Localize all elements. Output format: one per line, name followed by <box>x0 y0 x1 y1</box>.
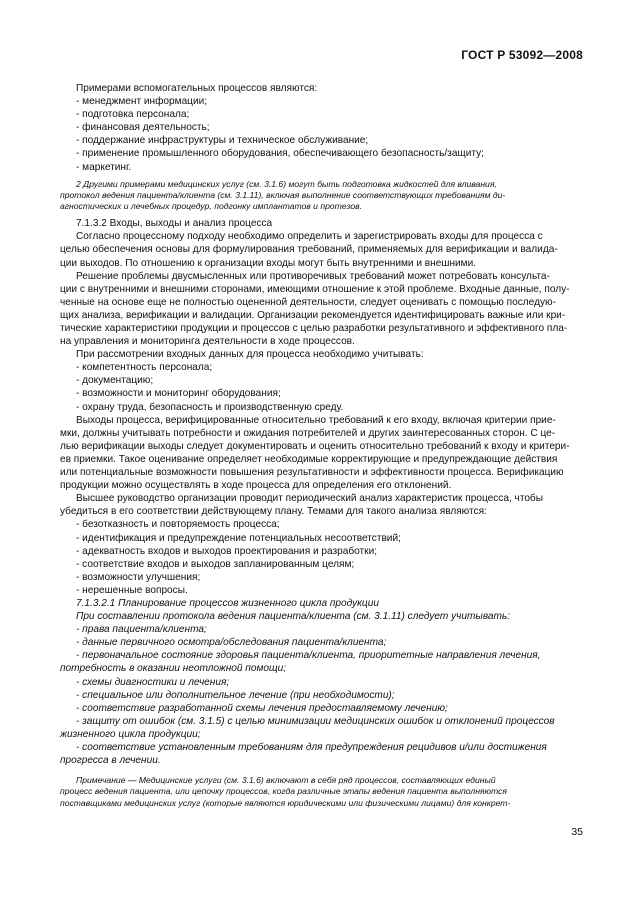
text-line: - идентификация и предупреждение потенциальных несоответствий; <box>76 532 401 544</box>
text-line: жизненного цикла продукции; <box>60 728 201 740</box>
text-line: Примечание — Медицинские услуги (см. 3.1.6) включают в себя ряд процессов, составляющих единый <box>76 775 496 786</box>
text-line: - специальное или дополнительное лечение (при необходимости); <box>76 689 395 701</box>
text-line: потребность в оказании неотложной помощи; <box>60 663 287 675</box>
text-line: - возможности улучшения; <box>76 571 201 583</box>
text-line: или потенциальные возможности повышения результативности и эффективности процесса. Верификацию <box>60 467 564 479</box>
text-line: процесс ведения пациента, или цепочку процессов, когда различные этапы ведения пациента выполняются <box>60 786 507 797</box>
text-line: на управления и мониторинга деятельности в ходе процессов. <box>60 336 355 348</box>
text-line: При рассмотрении входных данных для процесса необходимо учитывать: <box>76 349 424 361</box>
text-line: Примерами вспомогательных процессов являются: <box>76 83 318 94</box>
text-line: - схемы диагностики и лечения; <box>76 676 230 688</box>
text-line: - безотказность и повторяемость процесса; <box>76 519 280 531</box>
text-line: - охрану труда, безопасность и производственную среду. <box>76 401 344 413</box>
text-line: поставщиками медицинских услуг (которые являются юридическими или физическими лицами) для конкрет- <box>60 797 511 808</box>
text-line: лью верификации выходы следует документировать и оценить относительно требований к входу и критери- <box>60 440 570 452</box>
text-line: 7.1.3.2.1 Планирование процессов жизненного цикла продукции <box>76 597 379 609</box>
text-line: 2 Другими примерами медицинских услуг (см. 3.1.6) могут быть подготовка жидкостей для вливания, <box>76 178 497 189</box>
spacer <box>60 767 582 775</box>
text-line: Выходы процесса, верифицированные относительно требований к его входу, включая критерии прие- <box>76 414 556 426</box>
text-line: убедиться в его соответствии действующему плану. Темами для такого анализа являются: <box>60 506 487 518</box>
text-line: - защиту от ошибок (см. 3.1.5) с целью минимизации медицинских ошибок и отклонений процессов <box>76 715 555 727</box>
text-line: Решение проблемы двусмысленных или противоречивых требований может потребовать консульта- <box>76 270 550 282</box>
text-line: - возможности и мониторинг оборудования; <box>76 388 281 400</box>
text-line: ции с внутренними и внешними сторонами, имеющими отношение к этой проблеме. Входные данные, полу- <box>60 283 570 295</box>
text-line: ции выходов. По отношению к организации входы могут быть внутренними и внешними. <box>60 257 477 269</box>
text-line: ченные на основе еще не полностью оцененной деятельности, следует оценивать с помощью последую- <box>60 296 556 308</box>
text-line: ев приемки. Такое оценивание определяет необходимые корректирующие и предупреждающие действия <box>60 453 558 465</box>
text-line: - данные первичного осмотра/обследования пациента/клиента; <box>76 637 387 649</box>
text-line: продукции можно осуществлять в ходе процесса для определения его отклонений. <box>60 480 452 492</box>
text-line: - первоначальное состояние здоровья пациента/клиента, приоритетные направления лечения, <box>76 650 541 662</box>
page-body <box>60 82 582 809</box>
text-line: - соответствие входов и выходов запланированным целям; <box>76 558 355 570</box>
text-line: - менеджмент информации; <box>76 96 208 108</box>
text-line: - права пациента/клиента; <box>76 624 207 636</box>
standard-header: ГОСТ Р 53092—2008 <box>461 48 583 62</box>
text-line: - документацию; <box>76 375 154 387</box>
text-line: мки, должны учитывать потребности и ожидания потребителей и других заинтересованных сторон. С це- <box>60 427 556 439</box>
text-line: 7.1.3.2 Входы, выходы и анализ процесса <box>76 218 273 230</box>
text-line: - нерешенные вопросы. <box>76 584 188 596</box>
text-line: - адекватность входов и выходов проектирования и разработки; <box>76 545 378 557</box>
text-line: - компетентность персонала; <box>76 362 213 374</box>
text-line: - соответствие установленным требованиям для предупреждения рецидивов и/или достижения <box>76 742 547 754</box>
text-line: - соответствие разработанной схемы лечения предоставляемому лечению; <box>76 702 448 714</box>
text-line: целью обеспечения основы для формулирования требований, применяемых для верификации и валида- <box>60 244 558 256</box>
text-line: - финансовая деятельность; <box>76 122 210 134</box>
page-number: 35 <box>571 826 583 838</box>
text-line: протокол ведения пациента/клиента (см. 3.1.11), включая выполнение соответствующих требованиям ди- <box>60 189 506 200</box>
text-line: агностических и лечебных процедур, подгонку имплантатов и протезов. <box>60 201 363 212</box>
text-line: щих анализа, верификации и валидации. Организации рекомендуется идентифицировать важные или кри- <box>60 309 566 321</box>
text-line: Согласно процессному подходу необходимо определить и зарегистрировать входы для процесса с <box>76 231 543 243</box>
text-line: - маркетинг. <box>76 161 132 173</box>
text-line: При составлении протокола ведения пациента/клиента (см. 3.1.11) следует учитывать: <box>76 611 511 623</box>
text-line: - подготовка персонала; <box>76 109 190 121</box>
text-line: Высшее руководство организации проводит периодический анализ характеристик процесса, чтобы <box>76 493 543 505</box>
text-line: - применение промышленного оборудования, обеспечивающего безопасность/защиту; <box>76 148 484 160</box>
text-line: - поддержание инфраструктуры и техническое обслуживание; <box>76 135 369 147</box>
text-line: тические характеристики продукции и процессов с целью разработки результативного и эффективного пла- <box>60 323 568 335</box>
text-line: прогресса в лечении. <box>60 755 161 767</box>
